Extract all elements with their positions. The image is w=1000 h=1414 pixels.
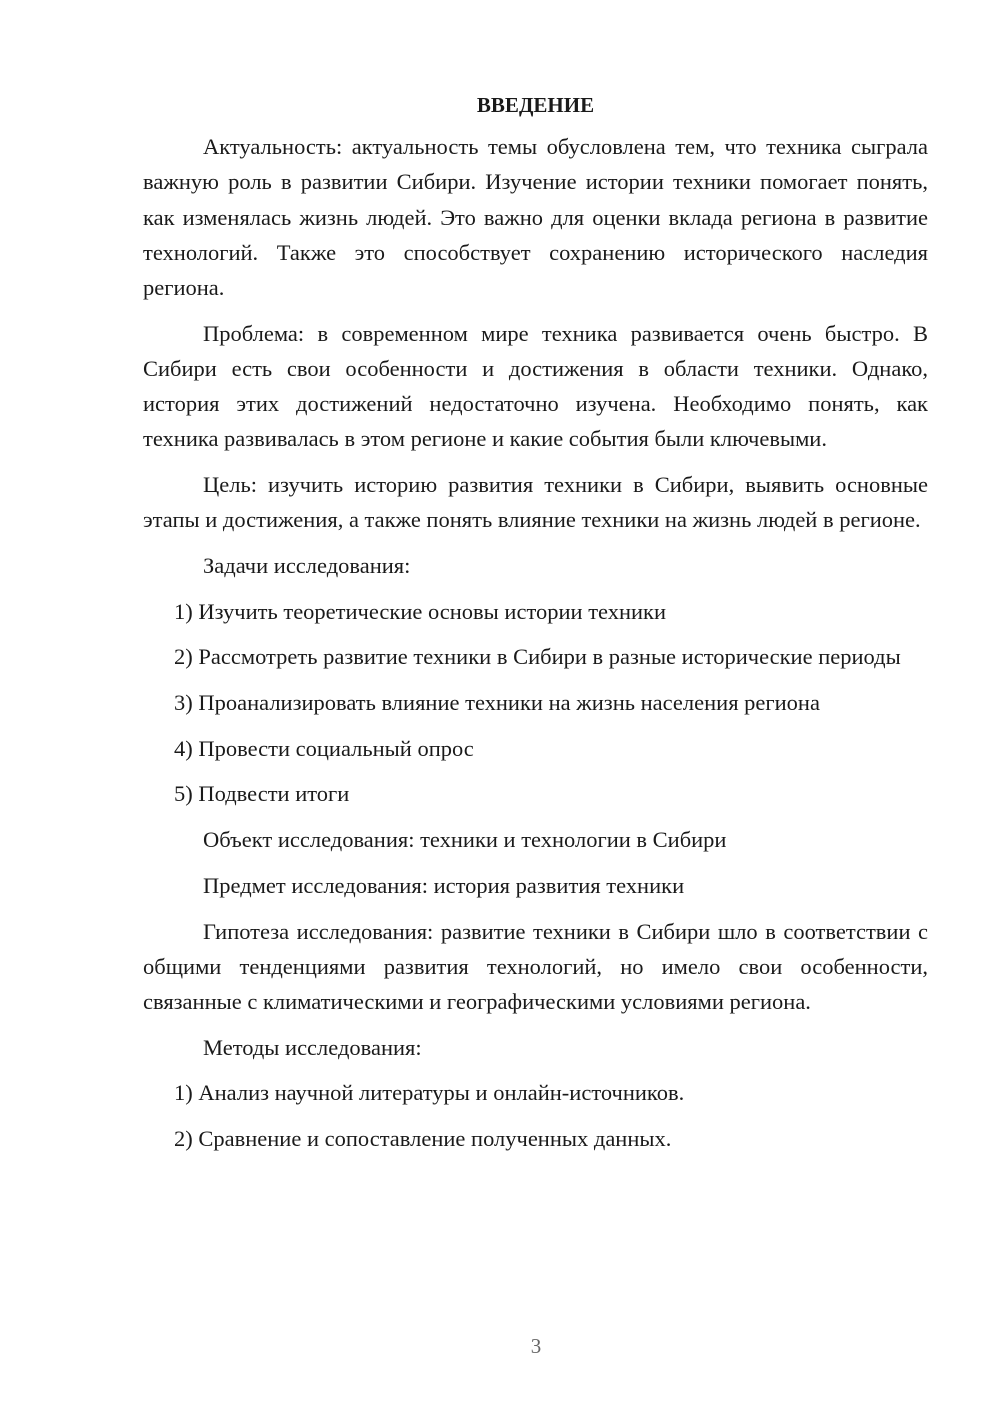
tasks-label: Задачи исследования: xyxy=(203,552,411,578)
methods-label: Методы исследования: xyxy=(203,1034,422,1060)
task-item: 4) Провести социальный опрос xyxy=(174,735,474,761)
relevance-paragraph: Актуальность: актуальность темы обусловлена тем, что техника сыграла важную роль в развитии Сибири. Изучение истории техники помогает понять, как изменялась жизнь людей. Это важно для оценки вклада региона в развитие технологий. Также это способствует сохранению исторического наследия региона. xyxy=(143,134,928,301)
method-item: 2) Сравнение и сопоставление полученных данных. xyxy=(174,1126,672,1152)
object-paragraph: Объект исследования: техники и технологии в Сибири xyxy=(203,827,727,853)
goal-paragraph: Цель: изучить историю развития техники в Сибири, выявить основные этапы и достижения, а также понять влияние техники на жизнь людей в регионе. xyxy=(143,472,928,533)
problem-paragraph: Проблема: в современном мире техника развивается очень быстро. В Сибири есть свои особенности и достижения в области техники. Однако, история этих достижений недостаточно изучена. Необходимо понять, как техника развивалась в этом регионе и какие события были ключевыми. xyxy=(143,320,928,452)
section-heading: ВВЕДЕНИЕ xyxy=(476,93,595,117)
subject-paragraph: Предмет исследования: история развития техники xyxy=(203,872,685,898)
task-item: 3) Проанализировать влияние техники на жизнь населения региона xyxy=(174,690,820,716)
document-page xyxy=(143,88,928,1167)
page-number: 3 xyxy=(530,1334,542,1358)
task-item: 5) Подвести итоги xyxy=(174,781,350,807)
task-item: 2) Рассмотреть развитие техники в Сибири в разные исторические периоды xyxy=(174,644,901,670)
task-item: 1) Изучить теоретические основы истории техники xyxy=(174,598,667,624)
hypothesis-paragraph: Гипотеза исследования: развитие техники в Сибири шло в соответствии с общими тенденциями развития технологий, но имело свои особенности, связанные с климатическими и географическими условиями региона. xyxy=(143,918,928,1014)
method-item: 1) Анализ научной литературы и онлайн-источников. xyxy=(174,1080,685,1106)
